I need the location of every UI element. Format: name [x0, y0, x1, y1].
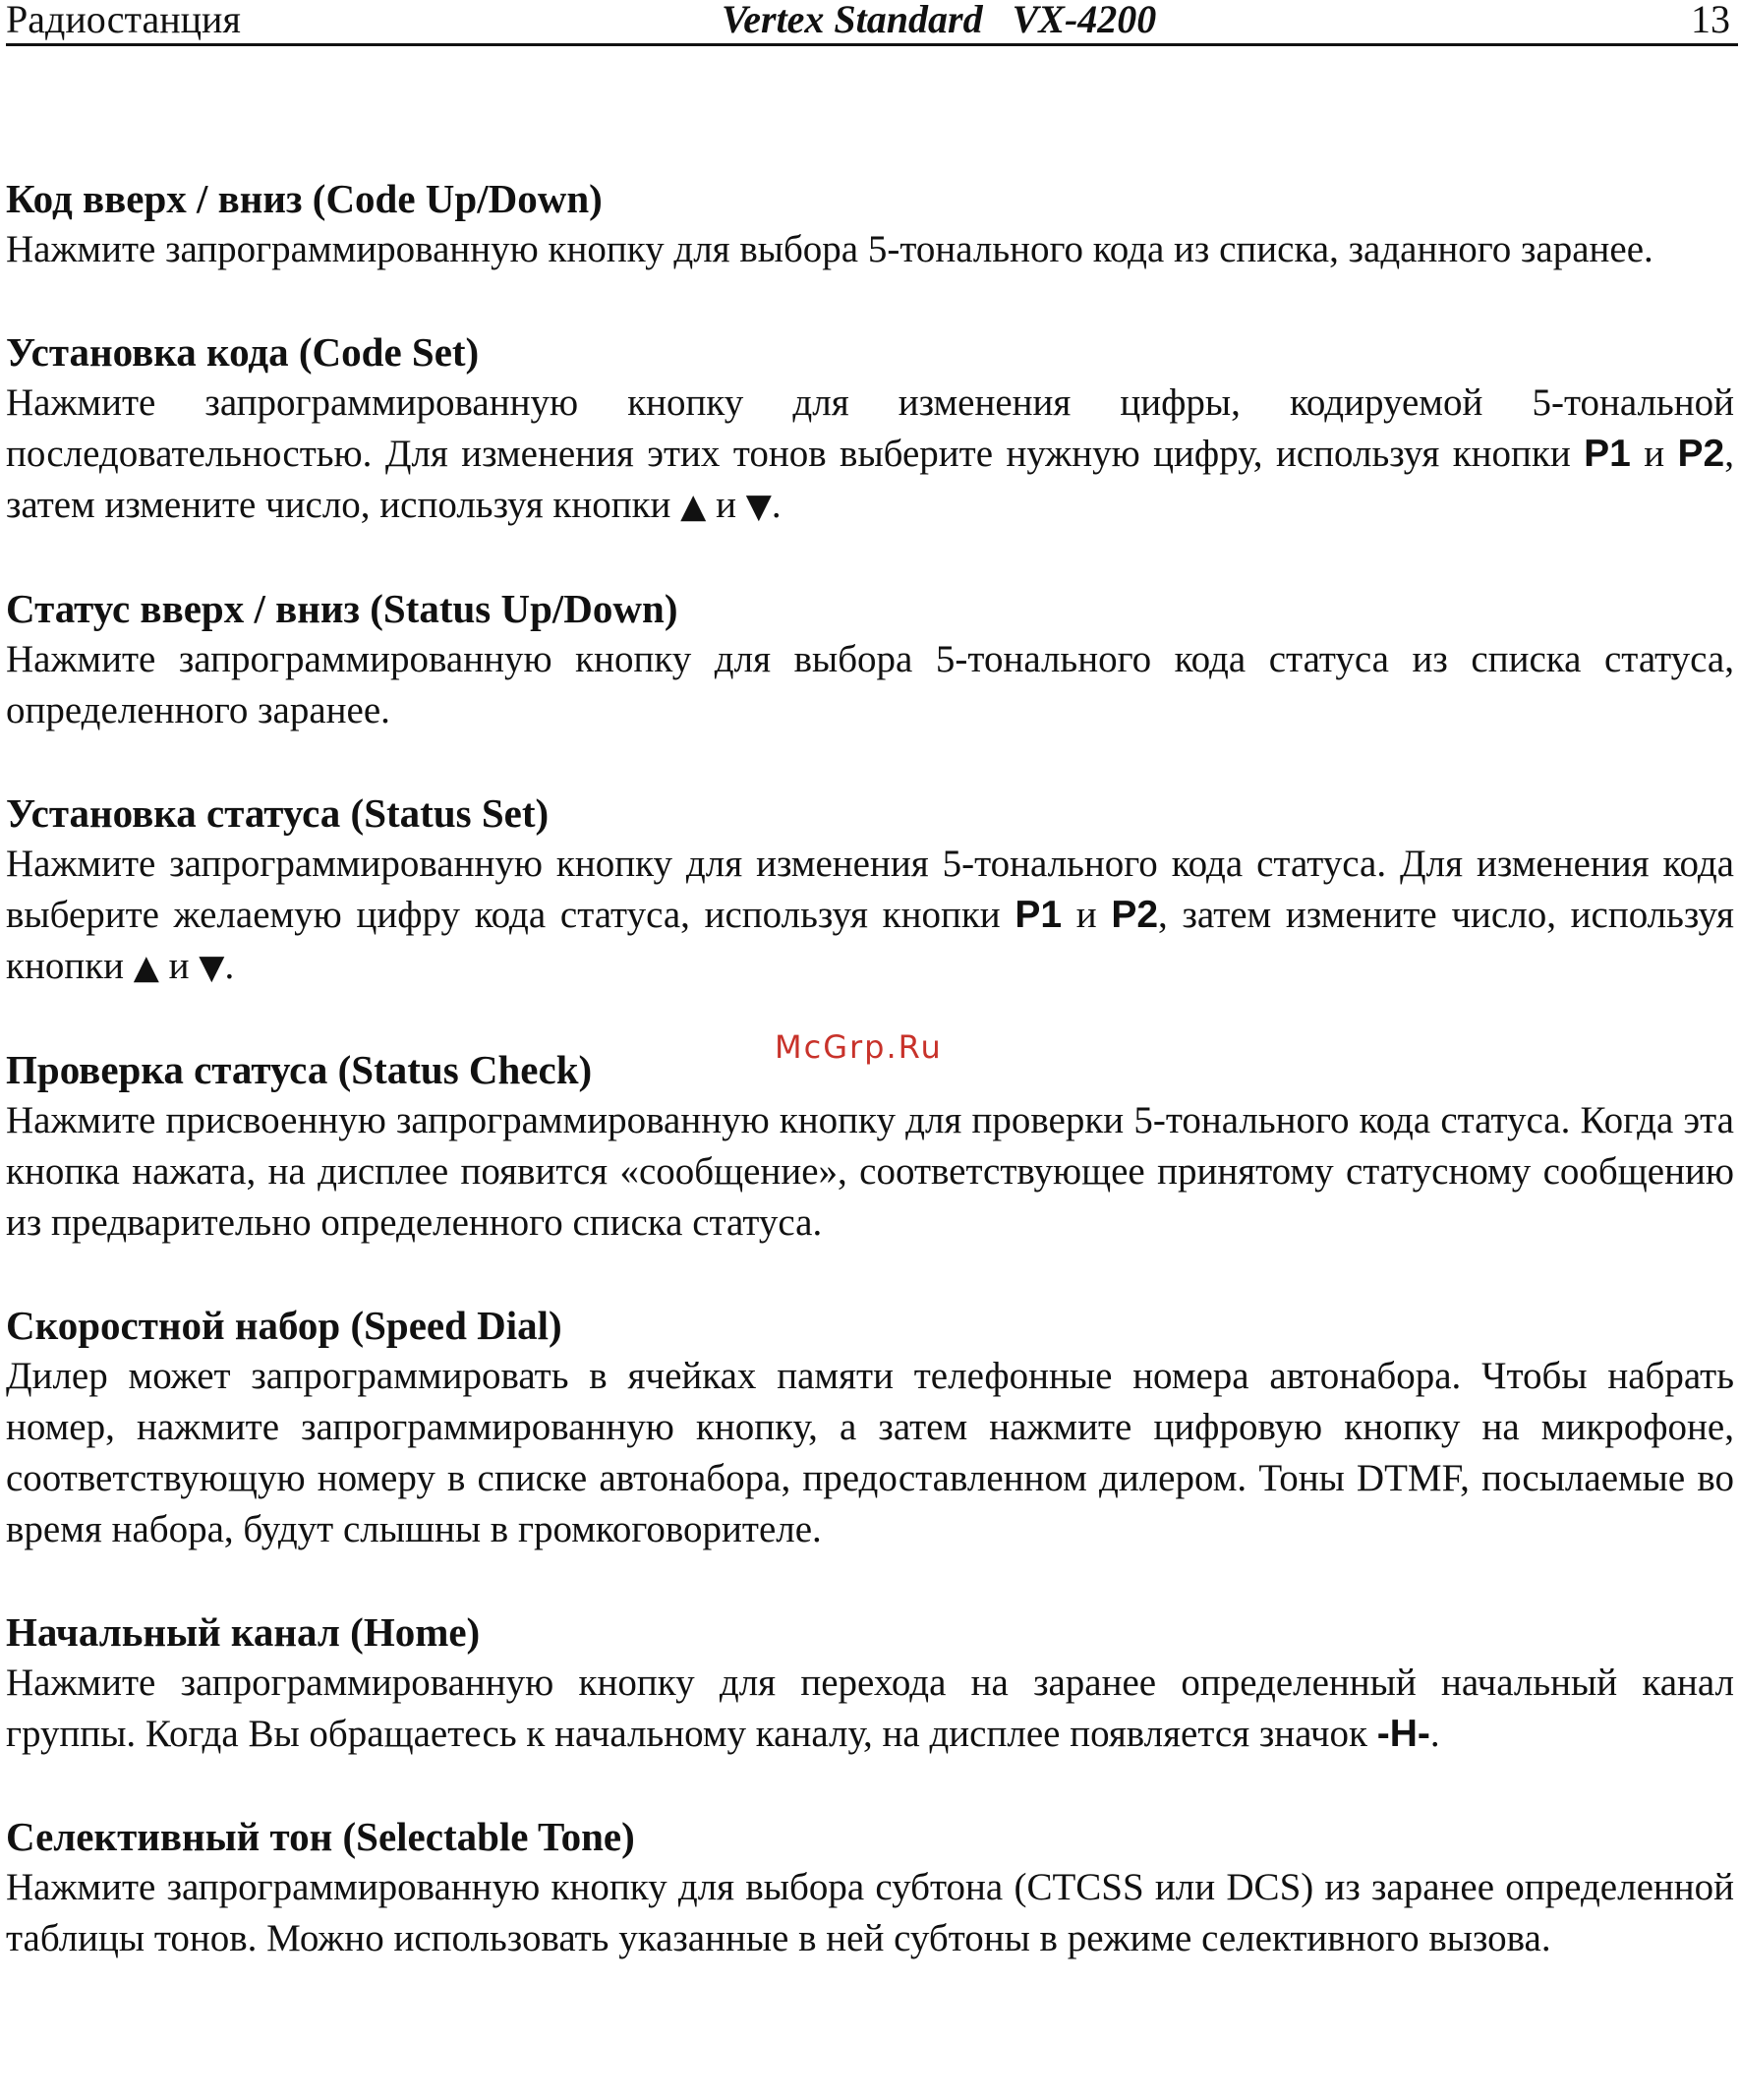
body-text: Нажмите запрограммированную кнопку для изменения цифры, кодируемой 5-тональной последовательностью. Для изменения этих тонов выберите нужную цифру, используя кнопки [6, 381, 1734, 475]
key-p2-label: P2 [1677, 433, 1725, 475]
watermark: McGrp.Ru [775, 1028, 943, 1066]
body-text: , затем измените число, используя кнопки [6, 894, 1734, 987]
section-body: Дилер может запрограммировать в ячейках памяти телефонные номера автонабора. Чтобы набрать номер, нажмите запрограммированную кнопку, а затем нажмите цифровую кнопку на микрофоне, соответствующую номеру в списке автонабора, предоставленном дилером. Тоны DTMF, посылаемые во время набора, будут слышны в громкоговорителе. [6, 1355, 1734, 1550]
body-text: и [1630, 433, 1678, 475]
section-status-check [6, 1044, 1734, 1249]
body-text: и [1062, 894, 1112, 936]
section-body [6, 839, 1734, 993]
header-section-title: Радиостанция [6, 0, 241, 41]
section-heading: Статус вверх / вниз (Status Up/Down) [6, 586, 678, 631]
up-arrow-icon: ▲ [680, 487, 707, 526]
section-code-set [6, 326, 1734, 532]
section-body [6, 1658, 1734, 1760]
down-arrow-icon: ▼ [199, 948, 225, 987]
section-body: Нажмите запрограммированную кнопку для выбора субтона (CTCSS или DCS) из заранее определенной таблицы тонов. Можно использовать указанные в ней субтоны в режиме селективного вызова. [6, 1866, 1734, 1959]
key-p1-label: P1 [1015, 894, 1063, 936]
down-arrow-icon: ▼ [745, 487, 772, 526]
body-text: и [158, 945, 200, 987]
body-text: . [1429, 1713, 1440, 1755]
page-number: 13 [1691, 0, 1730, 41]
page-content [6, 173, 1734, 2015]
section-body [6, 378, 1734, 532]
section-heading: Проверка статуса (Status Check) [6, 1047, 593, 1092]
home-indicator-label: -H- [1376, 1713, 1430, 1755]
section-status-up-down [6, 583, 1734, 736]
page-header [6, 0, 1738, 46]
section-heading: Скоростной набор (Speed Dial) [6, 1303, 562, 1348]
up-arrow-icon: ▲ [133, 948, 159, 987]
section-code-up-down [6, 173, 1734, 275]
section-heading: Установка кода (Code Set) [6, 329, 480, 375]
section-heading: Код вверх / вниз (Code Up/Down) [6, 176, 603, 221]
body-text: , затем измените число, используя кнопки [6, 433, 1734, 526]
key-p2-label: P2 [1111, 894, 1159, 936]
section-selectable-tone [6, 1811, 1734, 1964]
section-status-set [6, 788, 1734, 993]
body-text: Нажмите запрограммированную кнопку для перехода на заранее определенный начальный канал группы. Когда Вы обращаетесь к начальному каналу, на дисплее появляется значок [6, 1662, 1734, 1755]
section-heading: Селективный тон (Selectable Tone) [6, 1814, 635, 1859]
key-p1-label: P1 [1584, 433, 1631, 475]
header-model-title: Vertex Standard VX-4200 [722, 0, 1157, 41]
section-body: Нажмите запрограммированную кнопку для выбора 5-тонального кода из списка, заданного заранее. [6, 228, 1653, 270]
section-home [6, 1606, 1734, 1760]
body-text: Нажмите запрограммированную кнопку для изменения 5-тонального кода статуса. Для изменения кода выберите желаемую цифру кода статуса, используя кнопки [6, 843, 1734, 936]
section-speed-dial [6, 1300, 1734, 1555]
body-text: . [224, 945, 235, 987]
body-text: и [706, 484, 746, 526]
section-heading: Установка статуса (Status Set) [6, 790, 550, 836]
section-heading: Начальный канал (Home) [6, 1609, 481, 1655]
body-text: . [771, 484, 782, 526]
section-body: Нажмите запрограммированную кнопку для выбора 5-тонального кода статуса из списка статуса, определенного заранее. [6, 638, 1734, 731]
section-body: Нажмите присвоенную запрограммированную кнопку для проверки 5-тонального кода статуса. Когда эта кнопка нажата, на дисплее появится «сообщение», соответствующее принятому статусному сообщению из предварительно определенного списка статуса. [6, 1099, 1734, 1244]
